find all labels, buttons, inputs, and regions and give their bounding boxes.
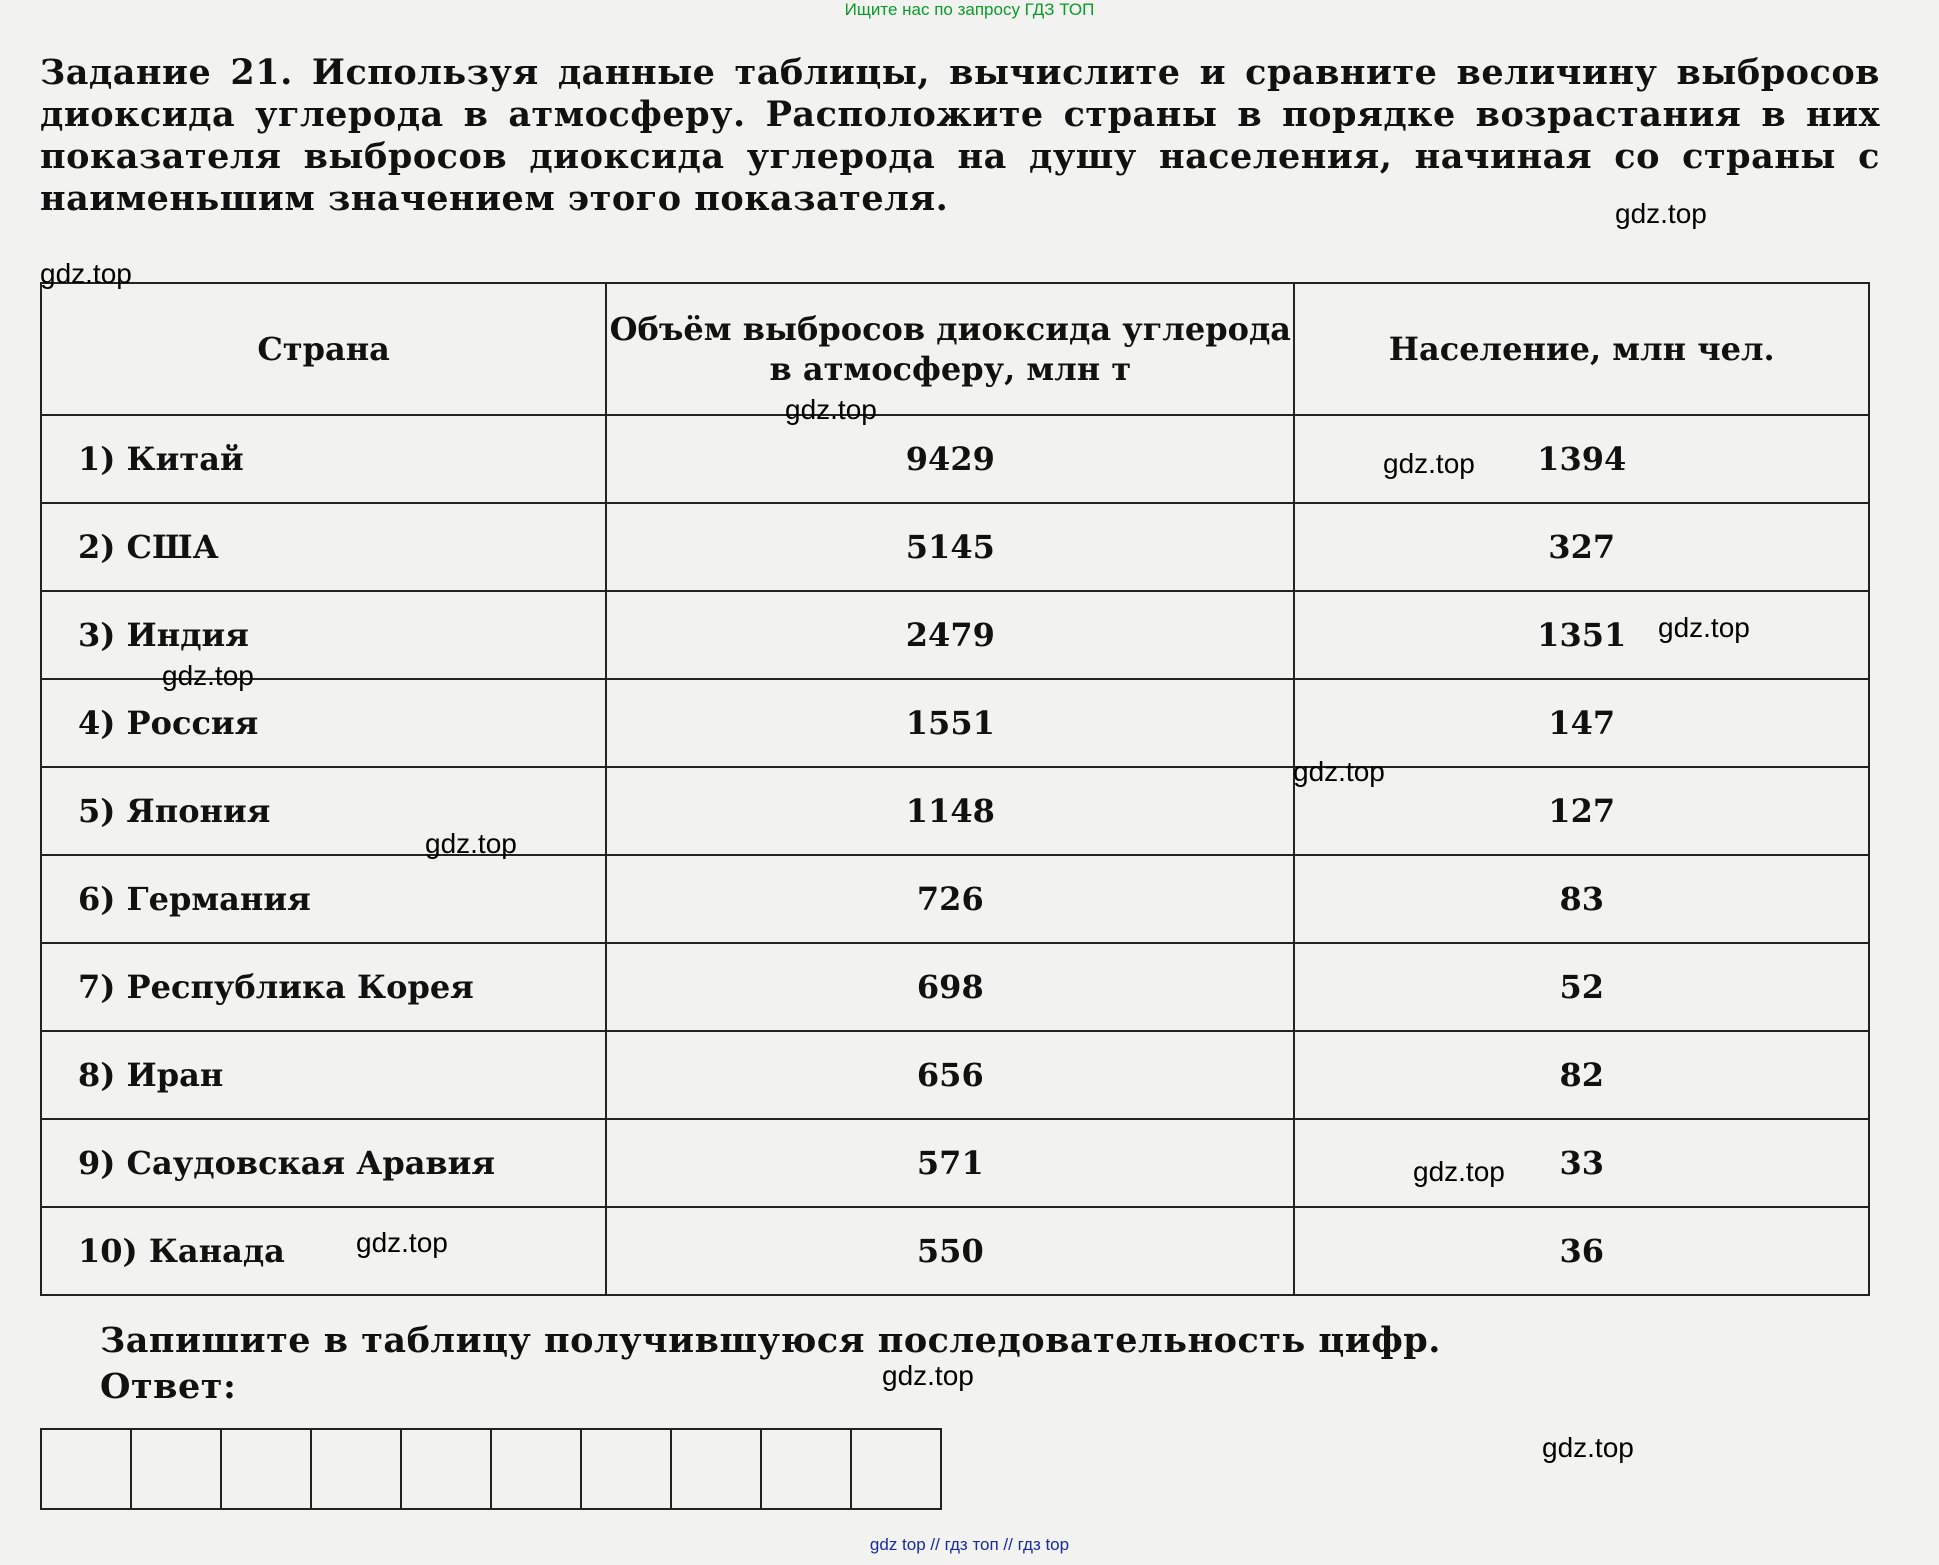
- population-cell: 82: [1294, 1031, 1869, 1119]
- answer-cell[interactable]: [852, 1430, 940, 1508]
- answer-grid: [40, 1428, 942, 1510]
- country-cell: 1) Китай: [41, 415, 606, 503]
- country-cell: 6) Германия: [41, 855, 606, 943]
- answer-cell[interactable]: [762, 1430, 852, 1508]
- population-cell: 36: [1294, 1207, 1869, 1295]
- table-row: [41, 679, 1869, 767]
- answer-cell[interactable]: [312, 1430, 402, 1508]
- emissions-cell: 550: [606, 1207, 1294, 1295]
- country-cell: 3) Индия: [41, 591, 606, 679]
- table-row: [41, 943, 1869, 1031]
- population-cell: 83: [1294, 855, 1869, 943]
- table-row: [41, 855, 1869, 943]
- population-cell: 1351: [1294, 591, 1869, 679]
- emissions-cell: 1148: [606, 767, 1294, 855]
- emissions-cell: 656: [606, 1031, 1294, 1119]
- country-cell: 2) США: [41, 503, 606, 591]
- country-cell: 8) Иран: [41, 1031, 606, 1119]
- table-row: [41, 767, 1869, 855]
- country-cell: 5) Япония: [41, 767, 606, 855]
- task-number: Задание 21.: [40, 52, 293, 93]
- table-header-row: [41, 283, 1869, 415]
- answer-cell[interactable]: [132, 1430, 222, 1508]
- top-search-link[interactable]: Ищите нас по запросу ГДЗ ТОП: [844, 0, 1095, 19]
- watermark: gdz.top: [1542, 1432, 1634, 1463]
- header-population: Население, млн чел.: [1294, 283, 1869, 415]
- answer-cell[interactable]: [402, 1430, 492, 1508]
- table-row: [41, 1207, 1869, 1295]
- country-cell: 10) Канада: [41, 1207, 606, 1295]
- population-cell: 147: [1294, 679, 1869, 767]
- watermark: gdz.top: [425, 828, 517, 859]
- watermark: gdz.top: [356, 1227, 448, 1258]
- header-country: Страна: [41, 283, 606, 415]
- answer-instruction-block: [100, 1318, 1441, 1410]
- table-row: [41, 415, 1869, 503]
- watermark: gdz.top: [785, 394, 877, 425]
- country-cell: 9) Саудовская Аравия: [41, 1119, 606, 1207]
- answer-cell[interactable]: [672, 1430, 762, 1508]
- watermark: gdz.top: [1615, 198, 1707, 229]
- population-cell: 1394: [1294, 415, 1869, 503]
- watermark: gdz.top: [882, 1360, 974, 1391]
- emissions-cell: 9429: [606, 415, 1294, 503]
- answer-cell[interactable]: [582, 1430, 672, 1508]
- table-row: [41, 1031, 1869, 1119]
- answer-cell[interactable]: [492, 1430, 582, 1508]
- emissions-cell: 698: [606, 943, 1294, 1031]
- emissions-cell: 571: [606, 1119, 1294, 1207]
- table-row: [41, 1119, 1869, 1207]
- watermark: gdz.top: [162, 660, 254, 691]
- header-emissions: Объём выбросов диоксида углерода в атмосферу, млн т: [606, 283, 1294, 415]
- watermark: gdz.top: [40, 258, 132, 289]
- population-cell: 127: [1294, 767, 1869, 855]
- task-statement: [40, 52, 1880, 220]
- population-cell: 327: [1294, 503, 1869, 591]
- watermark: gdz.top: [1413, 1156, 1505, 1187]
- watermark: gdz.top: [1383, 448, 1475, 479]
- table-row: [41, 591, 1869, 679]
- emissions-cell: 1551: [606, 679, 1294, 767]
- table-row: [41, 503, 1869, 591]
- answer-cell[interactable]: [42, 1430, 132, 1508]
- population-cell: 52: [1294, 943, 1869, 1031]
- watermark: gdz.top: [1658, 612, 1750, 643]
- country-cell: 4) Россия: [41, 679, 606, 767]
- emissions-cell: 726: [606, 855, 1294, 943]
- task-text: Используя данные таблицы, вычислите и сравните величину выбросов диоксида углерода в атмосферу. Расположите страны в порядке возрастания в них показателя выбросов диоксида углерода на душу населения, начиная со страны с наименьшим значением этого показателя.: [40, 52, 1881, 219]
- emissions-table: [40, 282, 1870, 1296]
- watermark: gdz.top: [1293, 756, 1385, 787]
- bottom-links[interactable]: gdz top // гдз топ // гдз top: [869, 1535, 1070, 1554]
- answer-label: Ответ:: [100, 1366, 237, 1407]
- population-cell: 33: [1294, 1119, 1869, 1207]
- answer-instruction: Запишите в таблицу получившуюся последовательность цифр.: [100, 1320, 1441, 1361]
- emissions-cell: 5145: [606, 503, 1294, 591]
- emissions-cell: 2479: [606, 591, 1294, 679]
- country-cell: 7) Республика Корея: [41, 943, 606, 1031]
- answer-cell[interactable]: [222, 1430, 312, 1508]
